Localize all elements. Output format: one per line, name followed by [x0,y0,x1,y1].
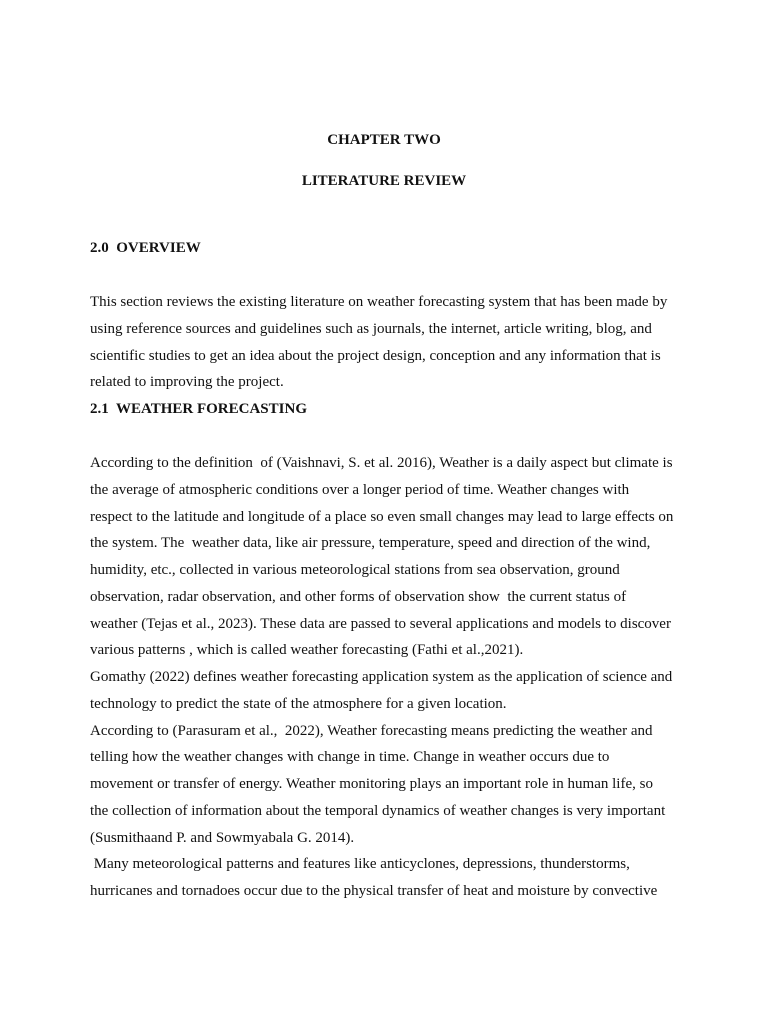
paragraph-line: telling how the weather changes with change in time. Change in weather occurs due to [90,749,610,766]
section-heading-overview: 2.0 OVERVIEW [90,240,201,256]
paragraph-line: the average of atmospheric conditions over a longer period of time. Weather changes with [90,481,630,498]
chapter-subtitle: LITERATURE REVIEW [301,173,467,189]
paragraph-line: weather (Tejas et al., 2023). These data are passed to several applications and models to discover [90,615,671,632]
paragraph-line: the collection of information about the temporal dynamics of weather changes is very important [90,802,666,819]
paragraph-line: related to improving the project. [90,374,284,391]
paragraph-line: movement or transfer of energy. Weather monitoring plays an important role in human life, so [90,776,653,792]
paragraph-definition [90,450,690,664]
paragraph-line: Gomathy (2022) defines weather forecasting application system as the application of science and [90,669,673,685]
paragraph-line: According to (Parasuram et al., 2022), Weather forecasting means predicting the weather and [90,722,653,739]
paragraph-parasuram [90,718,690,852]
paragraph-line: This section reviews the existing literature on weather forecasting system that has been made by [90,294,668,310]
paragraph-line: respect to the latitude and longitude of a place so even small changes may lead to large effects on [90,508,674,525]
paragraph-line: (Susmithaand P. and Sowmyabala G. 2014). [90,829,355,846]
paragraph-line: technology to predict the state of the atmosphere for a given location. [90,695,507,712]
paragraph-line: the system. The weather data, like air pressure, temperature, speed and direction of the wind, [90,535,651,552]
paragraph-line: scientific studies to get an idea about the project design, conception and any information that is [90,347,661,364]
paragraph-line: observation, radar observation, and other forms of observation show the current status of [90,588,627,605]
paragraph-line: humidity, etc., collected in various meteorological stations from sea observation, ground [90,562,620,578]
paragraph-overview [90,289,690,396]
paragraph-meteorological-patterns [90,851,690,905]
paragraph-gomathy [90,664,690,718]
chapter-title: CHAPTER TWO [327,132,441,148]
paragraph-line: hurricanes and tornadoes occur due to the physical transfer of heat and moisture by convective [90,883,658,899]
paragraph-line: Many meteorological patterns and features like anticyclones, depressions, thunderstorms, [90,856,630,873]
section-body-weather-forecasting [90,450,690,905]
paragraph-line: According to the definition of (Vaishnavi, S. et al. 2016), Weather is a daily aspect but climate is [90,455,673,471]
section-heading-weather-forecasting: 2.1 WEATHER FORECASTING [90,401,307,417]
paragraph-line: using reference sources and guidelines such as journals, the internet, article writing, blog, and [90,320,652,337]
paragraph-line: various patterns , which is called weather forecasting (Fathi et al.,2021). [90,642,524,659]
